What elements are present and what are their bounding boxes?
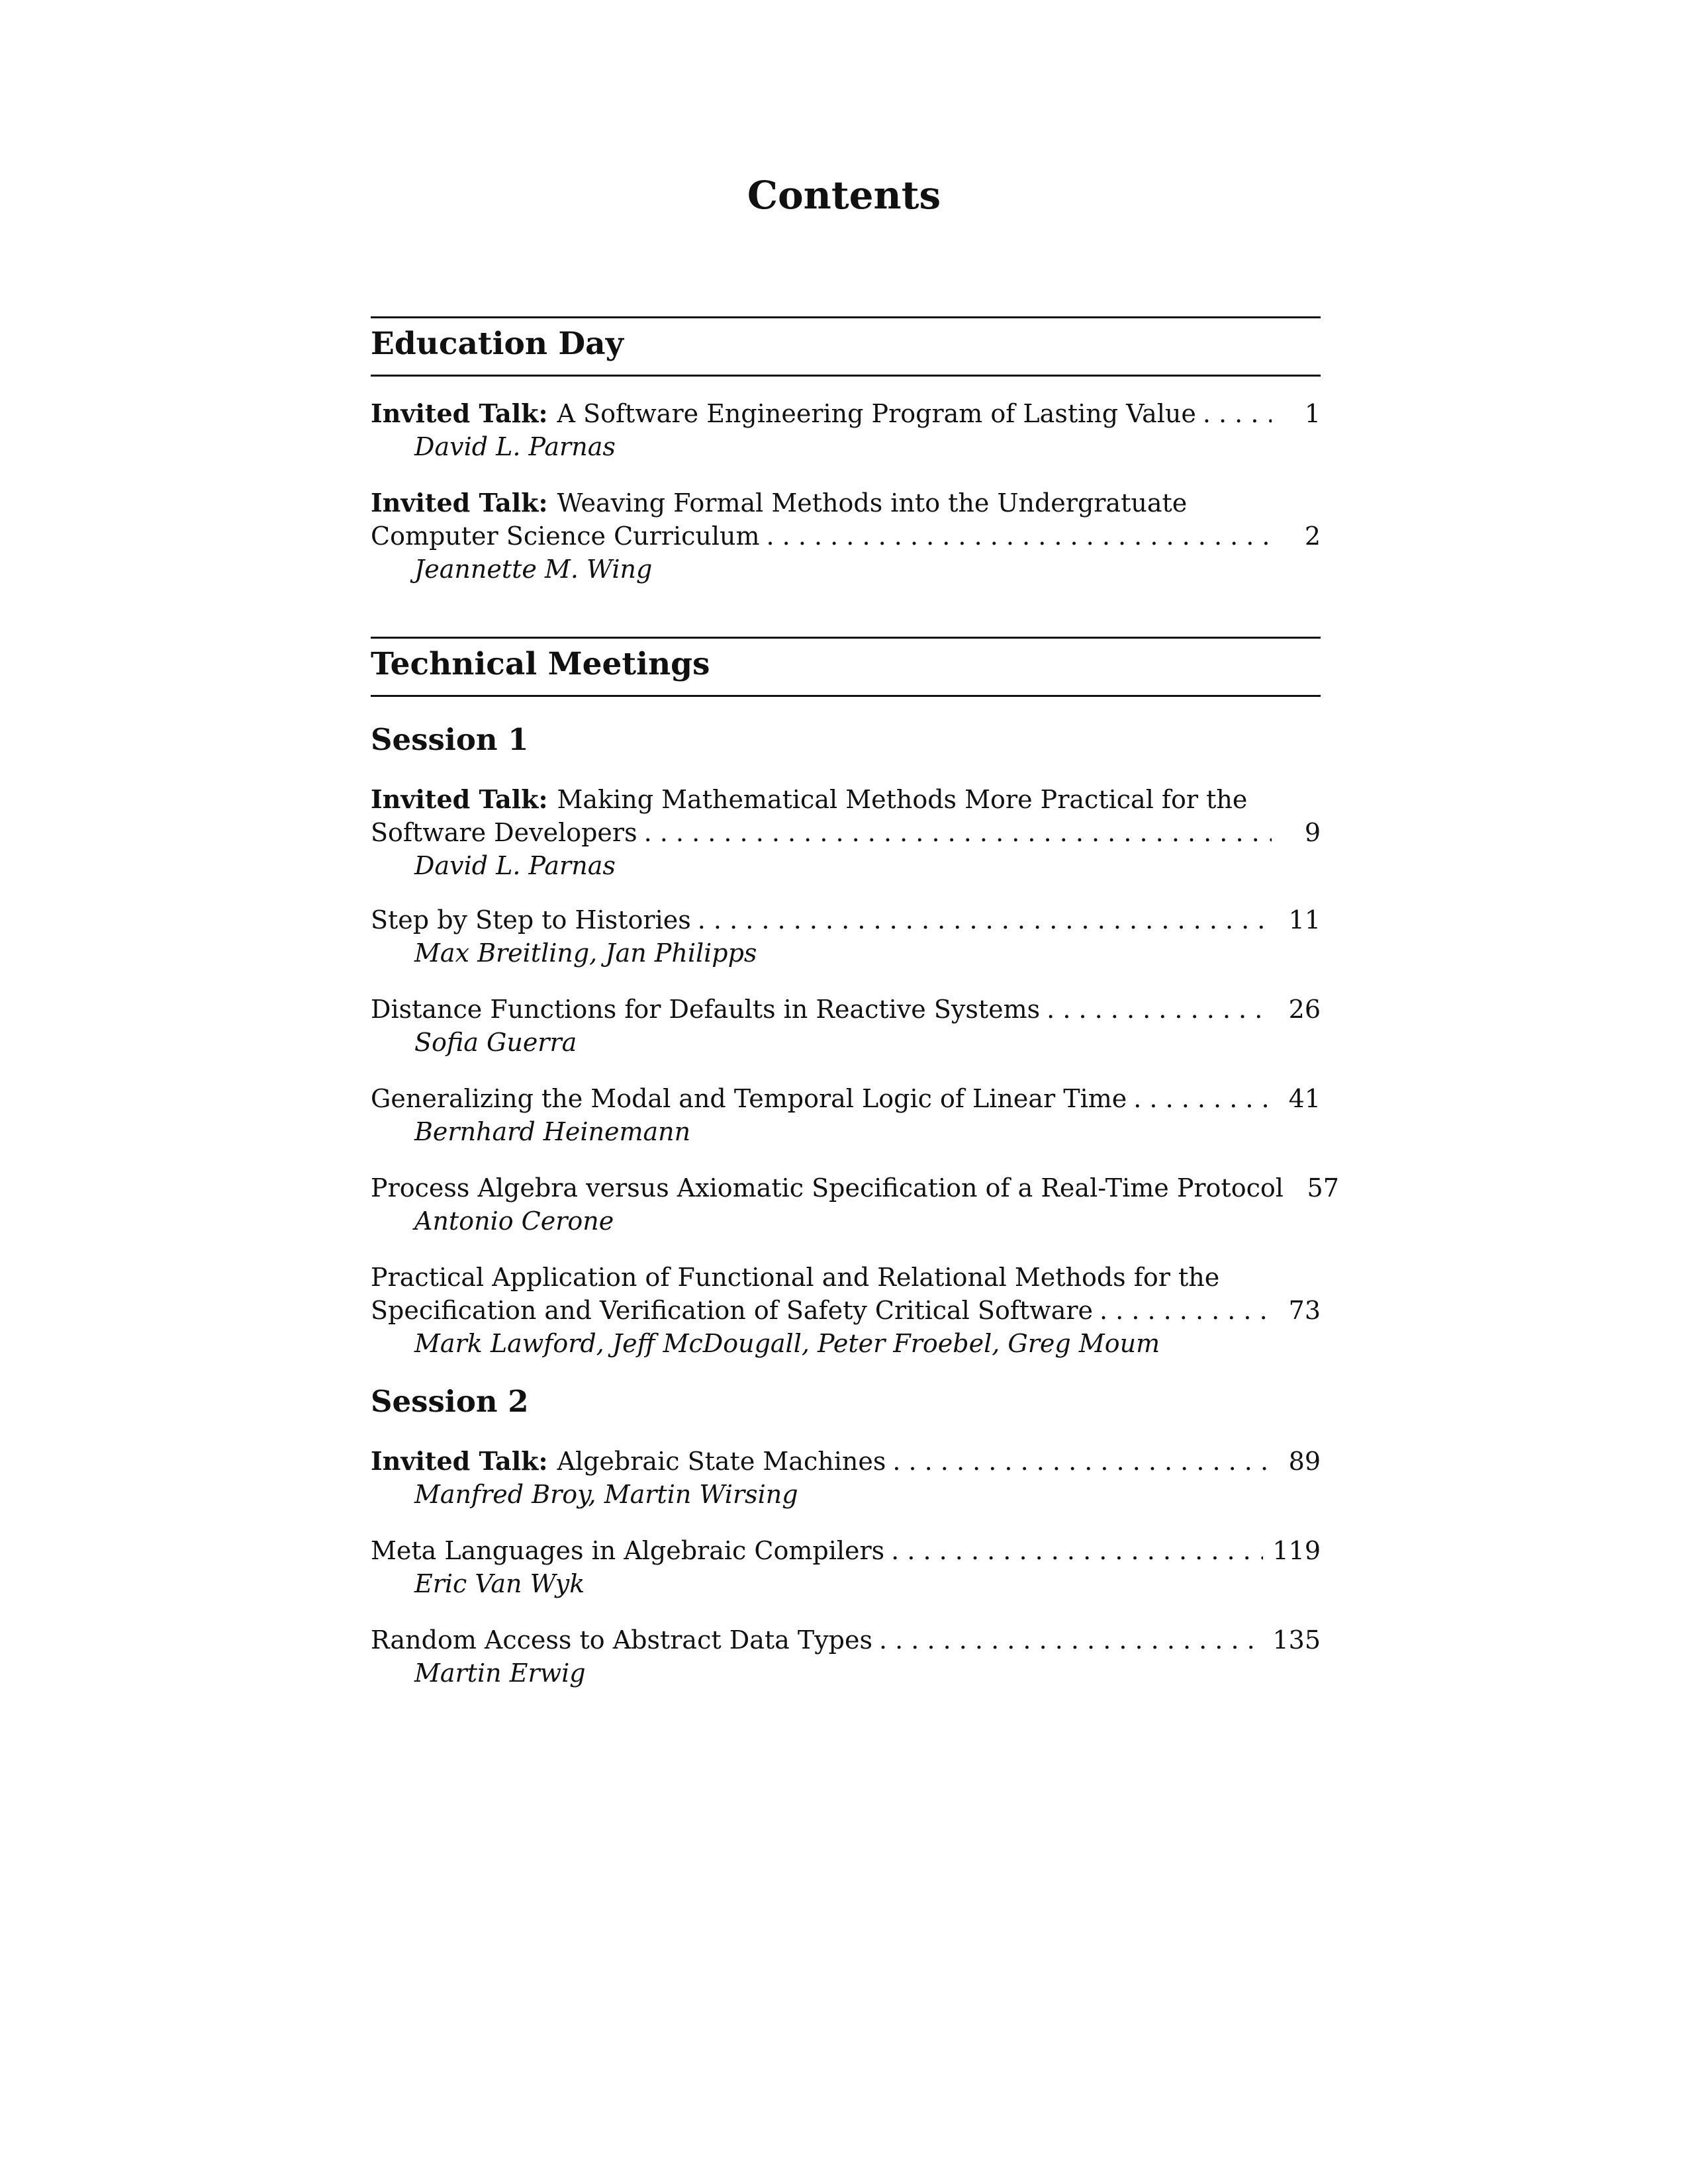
page-number: 26 [1288,995,1321,1024]
part-rule-top [371,316,1321,318]
entry-authors: David L. Parnas [414,432,616,461]
dot-leader [879,1623,1263,1657]
page-title: Contents [747,173,941,218]
entry-lead: Invited Talk: [371,398,548,428]
toc-entry [371,1623,1321,1690]
session-heading-2: Session 2 [371,1384,529,1419]
entry-title: Software Developers [371,818,637,847]
dot-leader [1203,397,1272,430]
page-number: 9 [1304,818,1321,847]
page-number: 73 [1288,1296,1321,1325]
entry-authors: Antonio Cerone [414,1206,614,1236]
toc-entry [371,1171,1339,1238]
toc-entry-line [371,1623,1321,1657]
dot-leader [767,520,1272,553]
entry-title: Random Access to Abstract Data Types [371,1625,872,1655]
toc-entry-line [371,1294,1321,1327]
page-number: 135 [1272,1625,1321,1655]
toc-entry [371,1534,1321,1600]
page-number: 57 [1307,1173,1339,1203]
entry-title: Distance Functions for Defaults in Reactive Systems [371,995,1041,1024]
toc-entry-line [371,486,1321,520]
toc-entry-line [371,783,1321,816]
entry-title: Specification and Verification of Safety Critical Software [371,1296,1093,1325]
entry-authors: Bernhard Heinemann [414,1117,691,1146]
part-heading-education-day: Education Day [371,326,624,362]
entry-title: Algebraic State Machines [557,1447,886,1476]
entry-authors: Max Breitling, Jan Philipps [414,938,757,968]
entry-lead: Invited Talk: [371,1446,548,1476]
page-number: 119 [1272,1536,1321,1565]
toc-entry-line [371,520,1321,553]
entry-title: Process Algebra versus Axiomatic Specification of a Real-Time Protocol [371,1173,1284,1203]
entry-title: Generalizing the Modal and Temporal Logic of Linear Time [371,1084,1127,1113]
dot-leader [698,903,1272,936]
toc-entry [371,397,1321,463]
dot-leader [1100,1294,1272,1327]
page-number: 2 [1304,522,1321,551]
toc-entry-line [371,1261,1321,1294]
part-rule-top [371,637,1321,639]
toc-entry-line [371,903,1321,936]
entry-authors: Mark Lawford, Jeff McDougall, Peter Froebel, Greg Moum [414,1329,1160,1358]
part-heading-technical-meetings: Technical Meetings [371,646,710,682]
page-number: 41 [1288,1084,1321,1113]
entry-authors: Jeannette M. Wing [414,555,653,584]
page-number: 1 [1304,399,1321,428]
dot-leader [892,1445,1272,1478]
entry-title: A Software Engineering Program of Lasting Value [557,399,1196,428]
toc-entry-line [371,397,1321,430]
toc-entry-line [371,1445,1321,1478]
toc-entry-line [371,816,1321,849]
toc-entry-line [371,993,1321,1026]
entry-title: Weaving Formal Methods into the Undergratuate [557,488,1188,518]
dot-leader [1133,1082,1272,1115]
page-number: 11 [1288,905,1321,934]
toc-entry [371,1261,1321,1360]
entry-title: Meta Languages in Algebraic Compilers [371,1536,885,1565]
toc-entry [371,1082,1321,1148]
part-rule-bottom [371,375,1321,377]
dot-leader [644,816,1272,849]
part-rule-bottom [371,695,1321,697]
toc-entry [371,903,1321,970]
toc-entry [371,1445,1321,1511]
entry-authors: Manfred Broy, Martin Wirsing [414,1480,798,1509]
entry-title: Making Mathematical Methods More Practical for the [557,785,1248,814]
entry-authors: Eric Van Wyk [414,1569,585,1598]
session-heading-1: Session 1 [371,722,529,757]
page-number: 89 [1288,1447,1321,1476]
toc-entry-line [371,1534,1321,1567]
dot-leader [891,1534,1263,1567]
toc-entry [371,783,1321,882]
toc-entry-line [371,1171,1339,1205]
entry-authors: David L. Parnas [414,851,616,880]
entry-title: Practical Application of Functional and Relational Methods for the [371,1263,1220,1292]
toc-entry-line [371,1082,1321,1115]
toc-entry [371,486,1321,586]
toc-entry [371,993,1321,1059]
dot-leader [1047,993,1272,1026]
entry-authors: Martin Erwig [414,1659,586,1688]
entry-lead: Invited Talk: [371,784,548,814]
entry-title: Computer Science Curriculum [371,522,760,551]
entry-authors: Sofia Guerra [414,1028,577,1057]
entry-title: Step by Step to Histories [371,905,691,934]
entry-lead: Invited Talk: [371,488,548,518]
